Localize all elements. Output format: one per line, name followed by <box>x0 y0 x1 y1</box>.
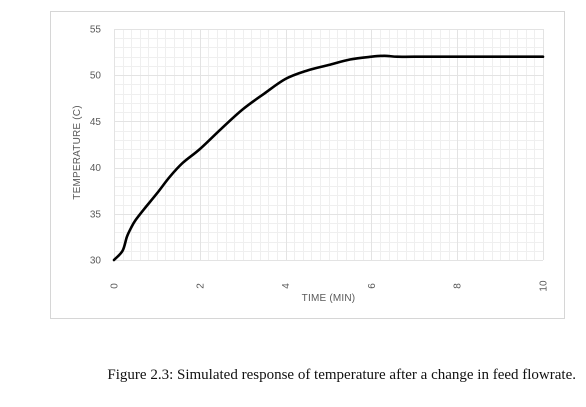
x-tick-label: 0 <box>109 283 121 289</box>
y-tick-label: 35 <box>89 209 101 221</box>
chart-frame <box>50 11 565 319</box>
line-chart <box>51 12 566 320</box>
y-tick-labels <box>90 25 102 267</box>
x-tick-labels <box>110 280 550 292</box>
figure-caption: Figure 2.3: Simulated response of temperature after a change in feed flowrate. <box>107 367 576 383</box>
y-tick-label: 45 <box>89 116 101 128</box>
x-tick-label: 2 <box>195 283 207 289</box>
x-tick-label: 6 <box>366 283 378 289</box>
x-tick-label: 10 <box>538 280 550 292</box>
y-tick-label: 30 <box>89 255 101 267</box>
y-tick-label: 50 <box>89 70 101 82</box>
series-layer <box>114 56 543 260</box>
x-axis-title: TIME (MIN) <box>301 293 356 304</box>
y-tick-label: 55 <box>89 24 101 36</box>
y-axis-title: TEMPERATURE (C) <box>72 105 83 200</box>
x-tick-label: 4 <box>281 283 293 289</box>
x-tick-label: 8 <box>452 283 464 289</box>
series-line-0 <box>114 56 543 260</box>
y-tick-label: 40 <box>89 163 101 175</box>
